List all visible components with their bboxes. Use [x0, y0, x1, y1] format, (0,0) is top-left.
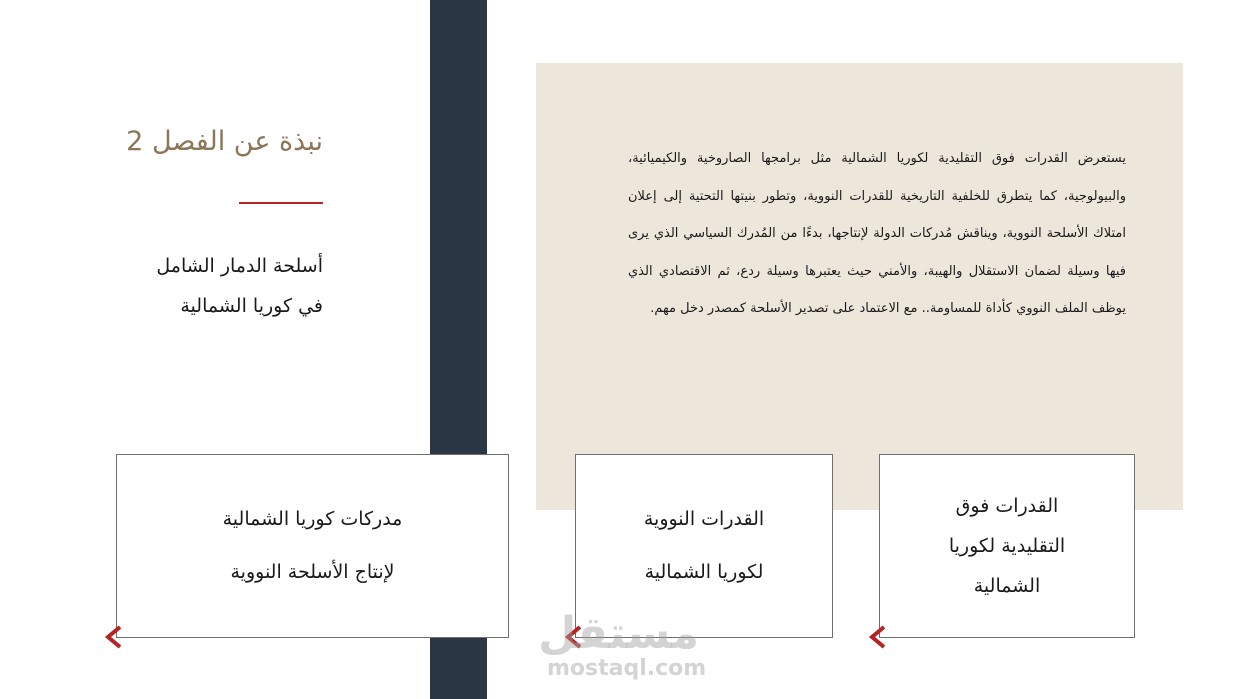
watermark-arabic: مستقل — [538, 608, 699, 659]
chevron-left-icon — [102, 624, 124, 650]
chapter-subtitle — [63, 246, 323, 326]
chapter-title: نبذة عن الفصل 2 — [126, 126, 323, 157]
title-divider — [239, 202, 323, 204]
chevron-left-icon — [866, 624, 888, 650]
card-line: الشمالية — [973, 575, 1041, 597]
chapter-summary-text: يستعرض القدرات فوق التقليدية لكوريا الشمالية مثل برامجها الصاروخية والكيميائية، والبيولوجية، كما يتطرق للخلفية التاريخية للقدرات النووية، وتطور بنيتها التحتية إلى إعلان امتلاك الأسلحة النووية، ويناقش مُدركات الدولة لإنتاجها، بدءًا من المُدرك السياسي الذي يرى فيها وسيلة لضمان الاستقلال والهيبة، والأمني حيث يعتبرها وسيلة ردع، ثم الاقتصادي الذي يوظف الملف النووي كأداة للمساومة.. مع الاعتماد على تصدير الأسلحة كمصدر دخل مهم. — [628, 151, 1126, 317]
card-line: مدركات كوريا الشمالية — [222, 508, 403, 530]
topic-card-non-conventional — [879, 454, 1135, 638]
subtitle-line-1: أسلحة الدمار الشامل — [156, 255, 323, 277]
card-line: لكوريا الشمالية — [644, 561, 764, 583]
watermark-latin: mostaql.com — [547, 656, 707, 681]
card-line: القدرات فوق — [955, 495, 1059, 517]
card-line: لإنتاج الأسلحة النووية — [230, 561, 395, 583]
card-line: القدرات النووية — [643, 508, 765, 530]
subtitle-line-2: في كوريا الشمالية — [180, 295, 323, 317]
chevron-left-icon — [562, 624, 584, 650]
card-line: التقليدية لكوريا — [948, 535, 1066, 557]
topic-card-nuclear — [575, 454, 833, 638]
topic-card-perceptions — [116, 454, 509, 638]
